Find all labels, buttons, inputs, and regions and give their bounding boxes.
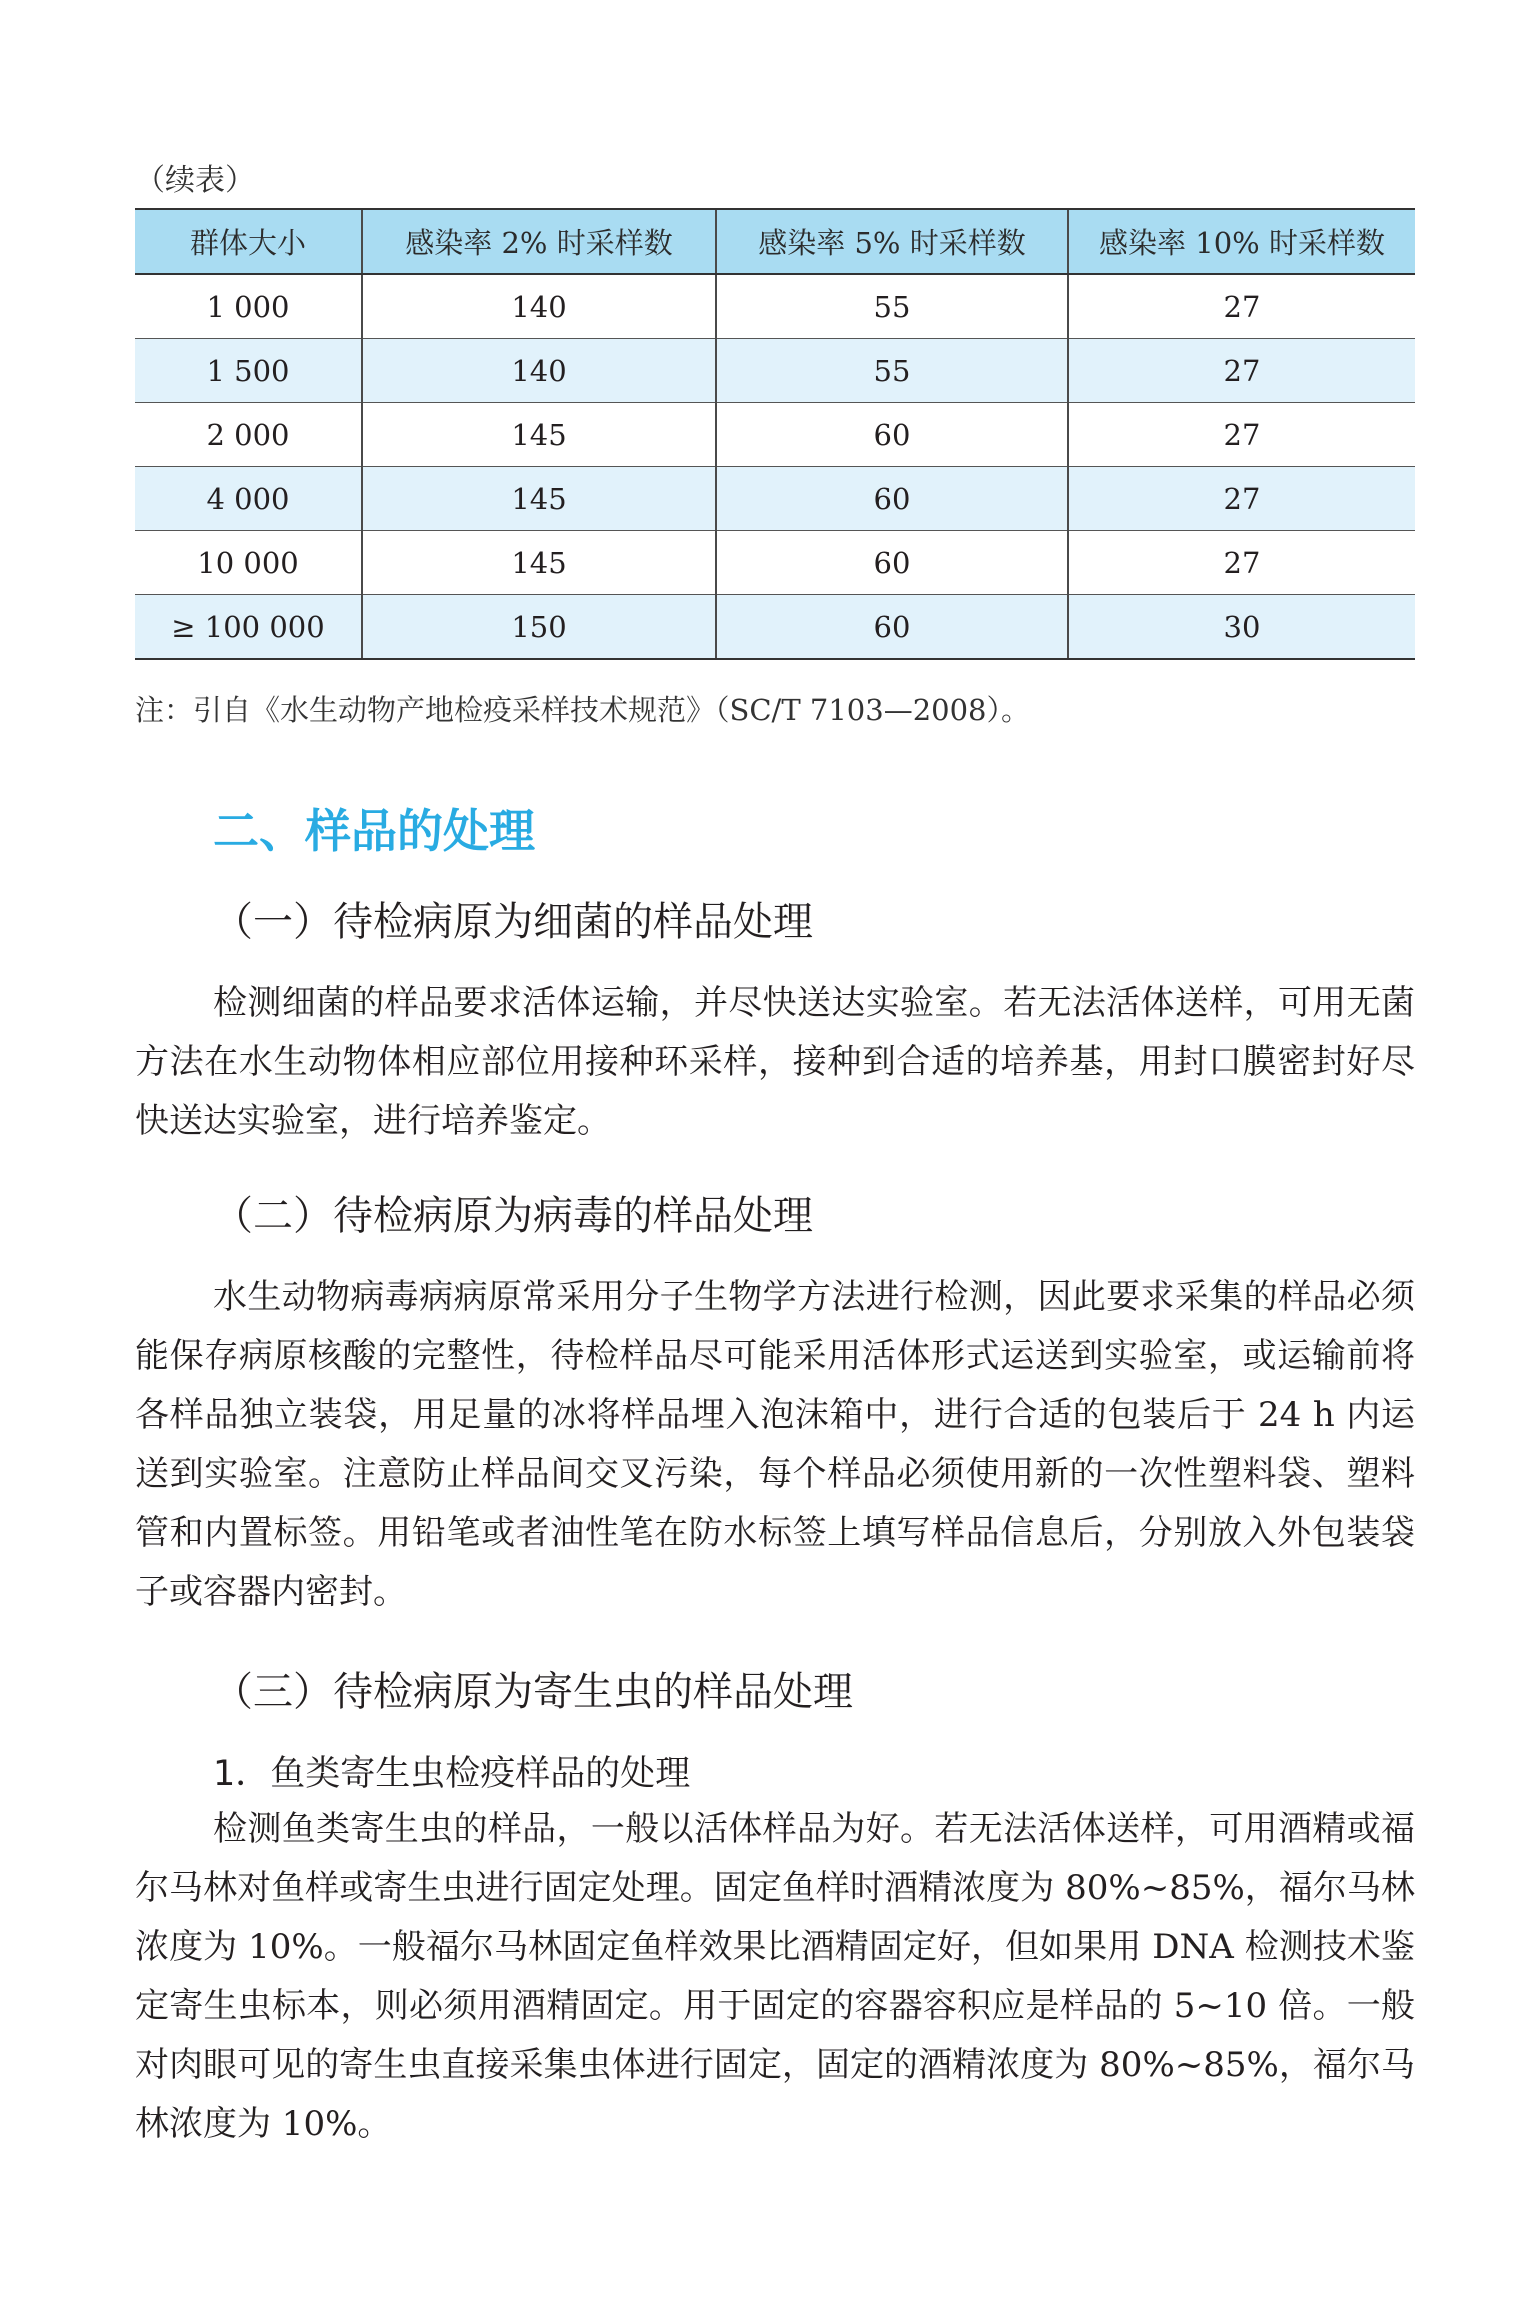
cell-population: 1 500 (135, 339, 362, 403)
cell-samples-5pct: 55 (716, 274, 1068, 339)
cell-samples-2pct: 145 (362, 403, 716, 467)
header-rate-10pct: 感染率 10% 时采样数 (1068, 209, 1415, 274)
bacteria-paragraph: 检测细菌的样品要求活体运输，并尽快送达实验室。若无法活体送样，可用无菌方法在水生动物体相应部位用接种环采样，接种到合适的培养基，用封口膜密封好尽快送达实验室，进行培养鉴定。 (135, 983, 1415, 1141)
cell-samples-2pct: 140 (362, 339, 716, 403)
cell-samples-10pct: 30 (1068, 595, 1415, 660)
table-source-note: 注：引自《水生动物产地检疫采样技术规范》（SC/T 7103—2008）。 (135, 693, 1030, 727)
table-row (135, 531, 1415, 595)
table-row (135, 595, 1415, 660)
cell-samples-10pct: 27 (1068, 403, 1415, 467)
cell-samples-5pct: 60 (716, 531, 1068, 595)
subsection-parasite-title: （三）待检病原为寄生虫的样品处理 (213, 1669, 853, 1715)
subsection-bacteria-title: （一）待检病原为细菌的样品处理 (213, 899, 813, 945)
header-rate-5pct: 感染率 5% 时采样数 (716, 209, 1068, 274)
cell-samples-2pct: 140 (362, 274, 716, 339)
cell-population: ≥ 100 000 (135, 595, 362, 660)
cell-samples-10pct: 27 (1068, 274, 1415, 339)
cell-population: 2 000 (135, 403, 362, 467)
table-row (135, 274, 1415, 339)
cell-samples-5pct: 60 (716, 595, 1068, 660)
table-row (135, 467, 1415, 531)
table-header-row (135, 209, 1415, 274)
cell-samples-2pct: 145 (362, 531, 716, 595)
cell-samples-5pct: 60 (716, 403, 1068, 467)
sampling-table (135, 208, 1415, 660)
table-row (135, 339, 1415, 403)
parasite-paragraph: 检测鱼类寄生虫的样品，一般以活体样品为好。若无法活体送样，可用酒精或福尔马林对鱼样或寄生虫进行固定处理。固定鱼样时酒精浓度为 80%~85%，福尔马林浓度为 10%。一般福尔马林固定鱼样效果比酒精固定好，但如果用 DNA 检测技术鉴定寄生虫标本，则必须用酒精固定。用于固定的容器容积应是样品的 5~10 倍。一般对肉眼可见的寄生虫直接采集虫体进行固定，固定的酒精浓度为 80%~85%，福尔马林浓度为 10%。 (135, 1809, 1415, 2144)
section-title: 二、样品的处理 (213, 804, 535, 858)
fish-parasite-item-title: 1．鱼类寄生虫检疫样品的处理 (213, 1754, 691, 1794)
header-rate-2pct: 感染率 2% 时采样数 (362, 209, 716, 274)
continued-label: （续表） (135, 163, 255, 198)
header-population-size: 群体大小 (135, 209, 362, 274)
cell-samples-10pct: 27 (1068, 339, 1415, 403)
cell-samples-10pct: 27 (1068, 467, 1415, 531)
cell-samples-5pct: 60 (716, 467, 1068, 531)
table-row (135, 403, 1415, 467)
cell-population: 4 000 (135, 467, 362, 531)
cell-population: 10 000 (135, 531, 362, 595)
cell-samples-5pct: 55 (716, 339, 1068, 403)
cell-samples-2pct: 150 (362, 595, 716, 660)
cell-samples-2pct: 145 (362, 467, 716, 531)
cell-samples-10pct: 27 (1068, 531, 1415, 595)
virus-paragraph: 水生动物病毒病病原常采用分子生物学方法进行检测，因此要求采集的样品必须能保存病原核酸的完整性，待检样品尽可能采用活体形式运送到实验室，或运输前将各样品独立装袋，用足量的冰将样品埋入泡沫箱中，进行合适的包装后于 24 h 内运送到实验室。注意防止样品间交叉污染，每个样品必须使用新的一次性塑料袋、塑料管和内置标签。用铅笔或者油性笔在防水标签上填写样品信息后，分别放入外包装袋子或容器内密封。 (135, 1277, 1415, 1612)
subsection-virus-title: （二）待检病原为病毒的样品处理 (213, 1193, 813, 1239)
cell-population: 1 000 (135, 274, 362, 339)
